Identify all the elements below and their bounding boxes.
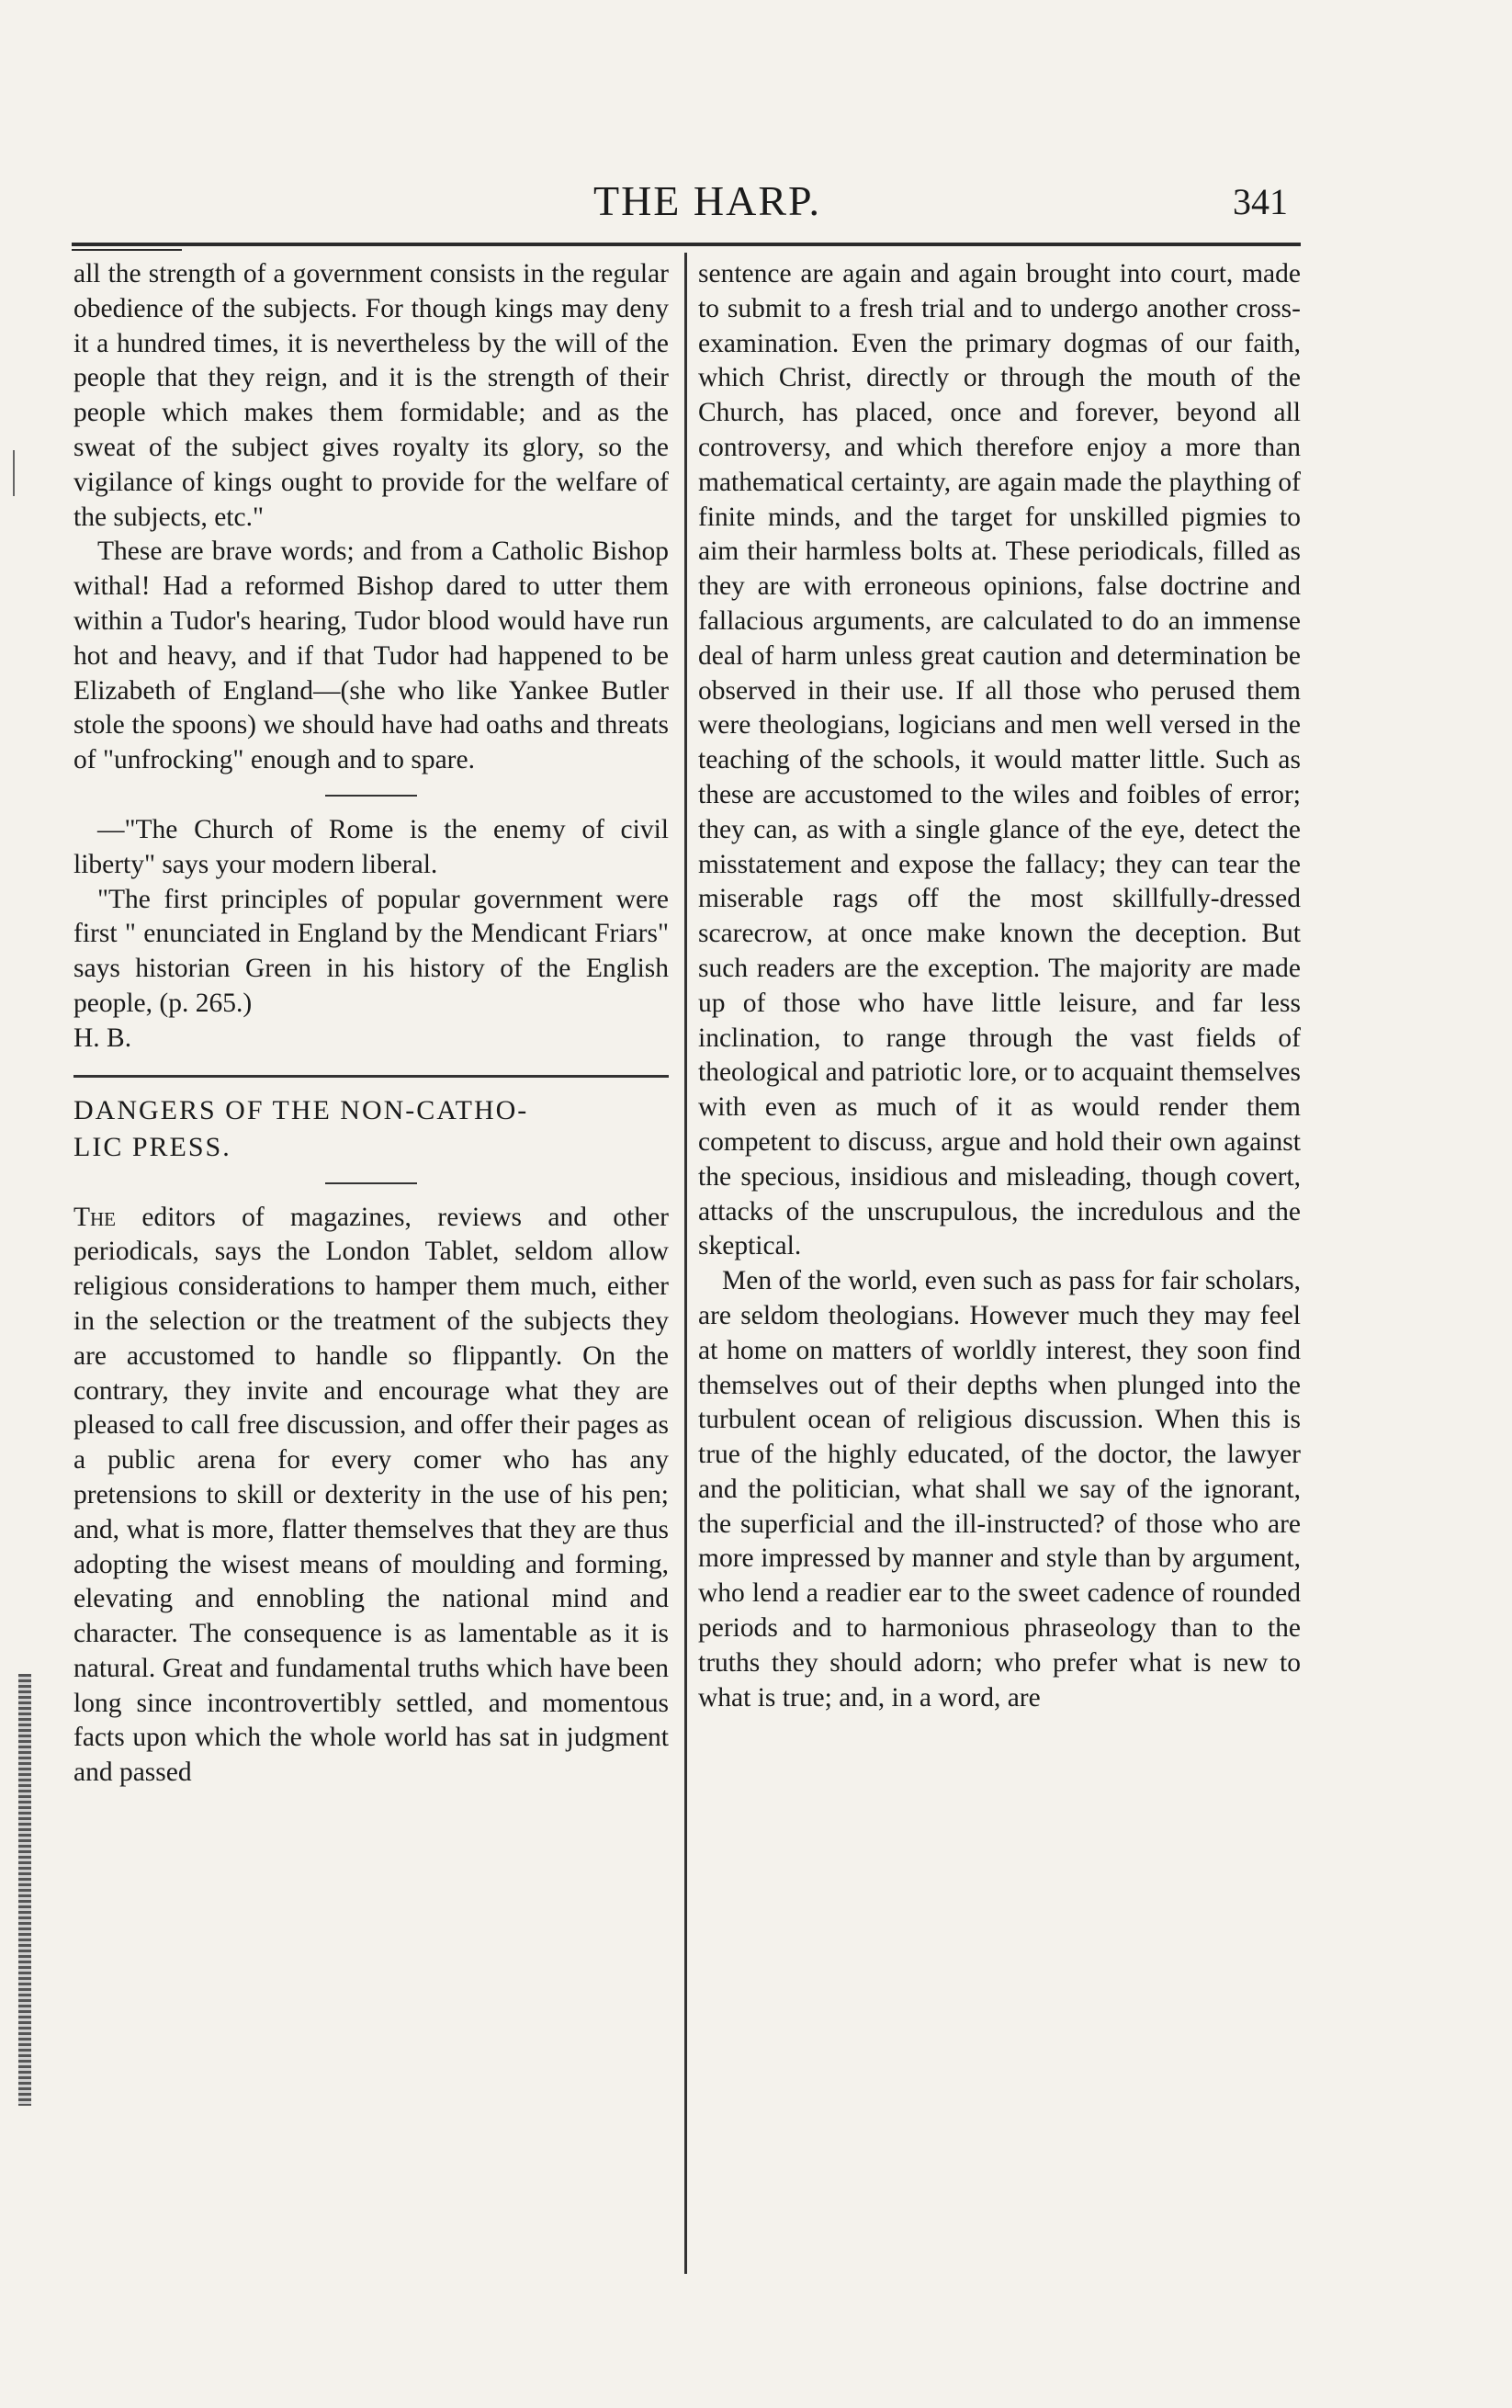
article-title-line-2: LIC PRESS. xyxy=(73,1131,231,1162)
column-divider xyxy=(684,253,687,2274)
left-column xyxy=(73,257,669,1791)
right-paragraph-2: Men of the world, even such as pass for fair scholars, are seldom theologians. However much they may feel at home on matters of worldly interest, they soon find themselves out of their depths when plunged into the turbulent ocean of religious discussion. When this is true of the highly educated, of the doctor, the lawyer and the politician, what shall we say of the ignorant, the superficial and the ill-instructed? of those who are more impressed by manner and style than by argument, who lend a readier ear to the sweet cadence of rounded periods and to harmonious phraseology than to the truths they should adorn; who prefer what is new to what is true; and, in a word, are xyxy=(698,1266,1301,1713)
left-paragraph-1: all the strength of a government consists in the regular obedience of the subjects. For though kings may deny it a hundred times, it is nevertheless by the will of the people that they reign, and it is the strength of their people which makes them formidable; and as the sweat of the subject gives royalty its glory, so the vigilance of kings ought to provide for the welfare of the subjects, etc." xyxy=(73,259,669,532)
left-paragraph-3: —"The Church of Rome is the enemy of civil liberty" says your modern liberal. xyxy=(73,814,669,879)
page-title: THE HARP. xyxy=(592,177,822,224)
header-rule-accent xyxy=(72,249,182,251)
scan-edge-mark xyxy=(18,1674,31,2106)
right-column xyxy=(698,257,1301,1715)
right-paragraph-1: sentence are again and again brought into court, made to submit to a fresh trial and to undergo another cross-examination. Even the primary dogmas of our faith, which Christ, directly or through the mouth of the Church, has placed, once and forever, beyond all controversy, and which therefore enjoy a more than mathematical certainty, are again made the plaything of finite minds, and the target for unskilled pigmies to aim their harmless bolts at. These periodicals, filled as they are with erroneous opinions, false doctrine and fallacious arguments, are calculated to do an immense deal of harm unless great caution and determination be observed in their use. If all those who perused them were theologians, logicians and men well versed in the teaching of the schools, it would matter little. Such as these are accustomed to the wiles and foibles of error; they can, as with a single glance of the eye, detect the misstatement and expose the fallacy; they can tear the miserable rags off the most skillfully-dressed scarecrow, at once make known the deception. But such readers are the exception. The majority are made up of those who have little leisure, and far less inclination, to range through the vast fields of theological and patriotic lore, or to acquaint themselves with even as much of it as would render them competent to discuss, argue and hold their own against the specious, insidious and misleading, though covert, attacks of the unscrupulous, the incredulous and the skeptical. xyxy=(698,259,1301,1261)
section-separator xyxy=(325,795,417,797)
article-first-word: The xyxy=(73,1202,117,1232)
page-number: 341 xyxy=(1233,181,1288,222)
left-paragraph-4: "The first principles of popular government were first " enunciated in England by the Mendicant Friars" says historian Green in his history of the English people, (p. 265.) xyxy=(73,884,669,1018)
title-separator xyxy=(325,1182,417,1184)
left-paragraph-2: These are brave words; and from a Catholic Bishop withal! Had a reformed Bishop dared to utter them within a Tudor's hearing, Tudor blood would have run hot and heavy, and if that Tudor had happened to be Elizabeth of England—(she who like Yankee Butler stole the spoons) we should have had oaths and threats of "unfrocking" enough and to spare. xyxy=(73,537,669,775)
article-separator xyxy=(73,1075,669,1078)
article-title-line-1: DANGERS OF THE NON-CATHO- xyxy=(73,1094,529,1125)
header-rule xyxy=(72,243,1301,246)
margin-mark xyxy=(13,450,15,496)
article-paragraph-1 xyxy=(73,1201,669,1792)
article-paragraph-text: editors of magazines, reviews and other periodicals, says the London Tablet, seldom allow religious considerations to hamper them much, either in the selection or the treatment of the subjects they are accustomed to handle so flippantly. On the contrary, they invite and encourage what they are pleased to call free discussion, and offer their pages as a public arena for every comer who has any pretensions to skill or dexterity in the use of his pen; and, what is more, flatter themselves that they are thus adopting the wisest means of moulding and forming, elevating and ennobling the national mind and character. The consequence is as lamentable as it is natural. Great and fundamental truths which have been long since incontrovertibly settled, and momentous facts upon which the whole world has sat in judgment and passed xyxy=(73,1202,670,1788)
author-signature: H. B. xyxy=(73,1023,132,1053)
